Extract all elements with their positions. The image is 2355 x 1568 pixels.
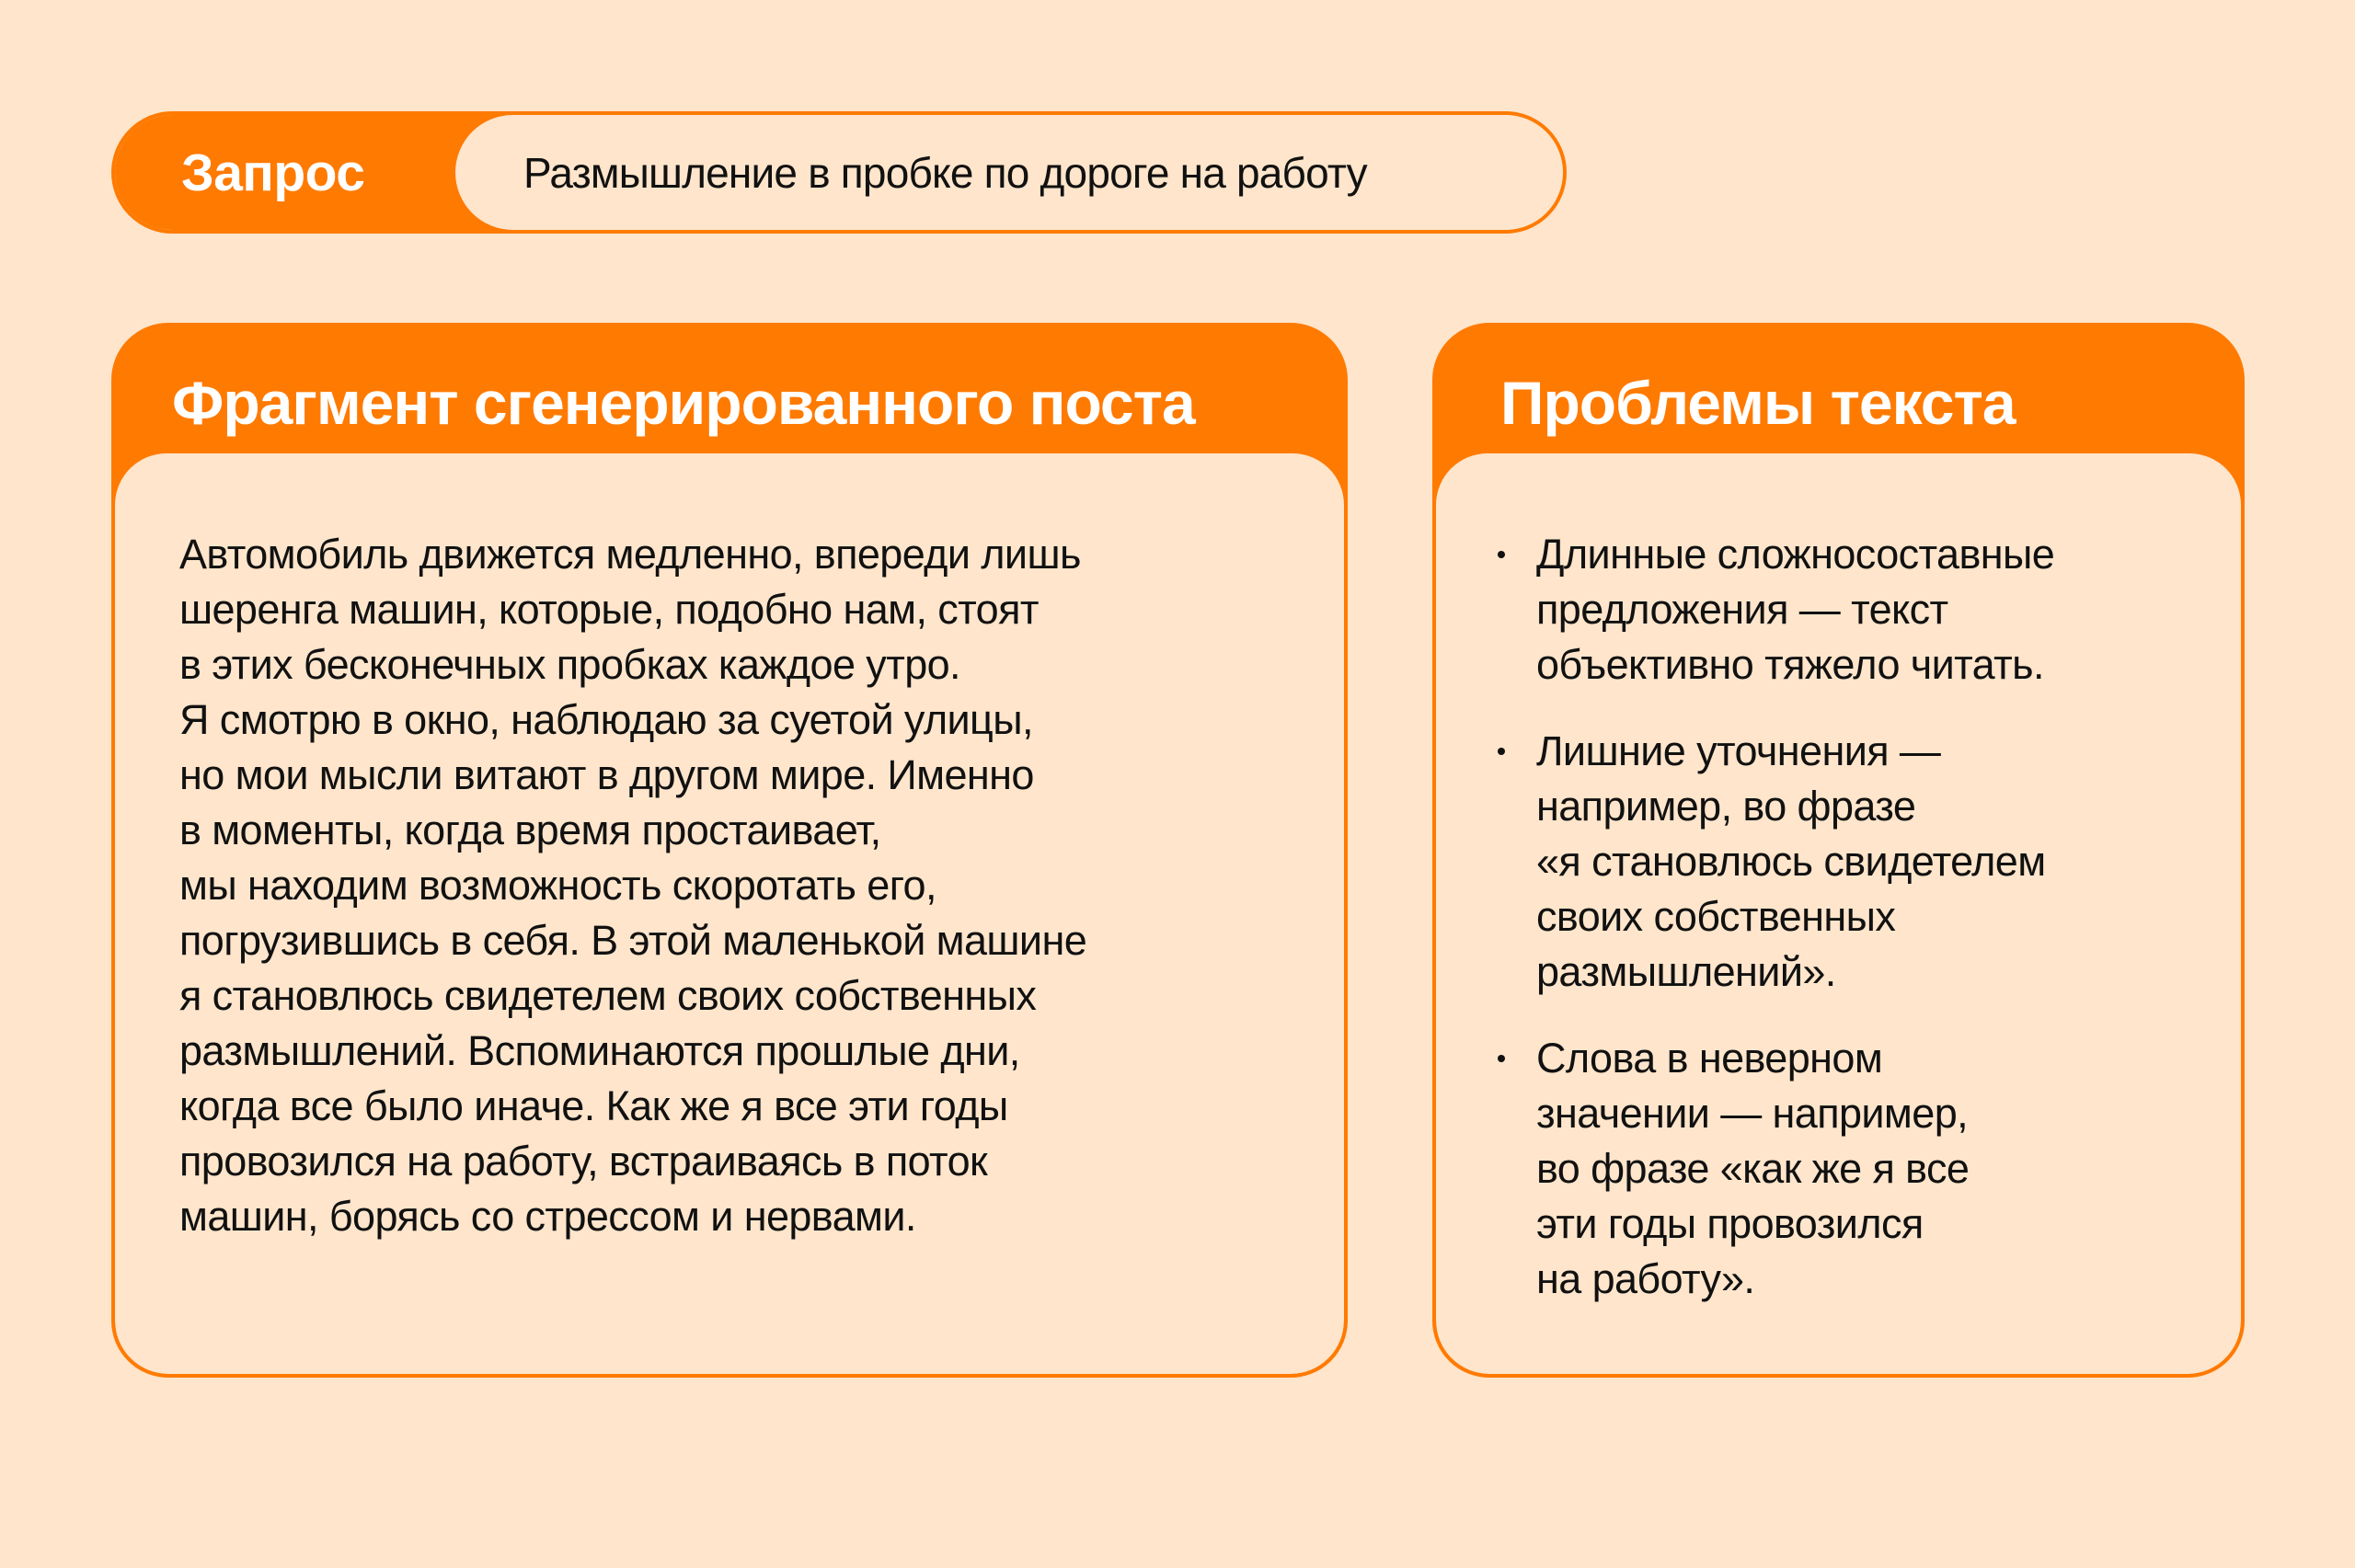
issue-line: «я становлюсь свидетелем	[1536, 838, 2046, 885]
bullet-dot-icon	[1498, 1055, 1505, 1062]
post-line: когда все было иначе. Как же я все эти годы	[179, 1082, 1008, 1129]
issue-line: предложения — текст	[1536, 586, 1948, 633]
post-line: но мои мысли витают в другом мире. Именно	[179, 751, 1034, 798]
issues-list	[1436, 527, 2054, 1338]
text-issues-title: Проблемы текста	[1500, 369, 2016, 437]
issue-line: своих собственных	[1536, 893, 1896, 940]
post-line: я становлюсь свидетелем своих собственных	[179, 972, 1037, 1019]
post-fragment-text	[179, 527, 1086, 1244]
text-issues-body	[1436, 453, 2241, 1374]
post-line: Автомобиль движется медленно, впереди лишь	[179, 531, 1081, 578]
issue-line: например, во фразе	[1536, 783, 1916, 830]
post-fragment-title: Фрагмент сгенерированного поста	[172, 369, 1195, 437]
issue-line: Слова в неверном	[1536, 1035, 1883, 1082]
issue-item-long-sentences	[1436, 527, 2054, 692]
issue-line: эти годы провозился	[1536, 1200, 1924, 1247]
post-line: машин, борясь со стрессом и нервами.	[179, 1193, 916, 1240]
issue-line: размышлений».	[1536, 948, 1836, 995]
post-fragment-body	[115, 453, 1344, 1374]
issue-line: значении — например,	[1536, 1090, 1969, 1137]
issue-line: объективно тяжело читать.	[1536, 641, 2044, 688]
post-line: шеренга машин, которые, подобно нам, стоят	[179, 586, 1039, 633]
issue-line: во фразе «как же я все	[1536, 1145, 1970, 1192]
post-line: в моменты, когда время простаивает,	[179, 807, 881, 853]
text-issues-card	[1432, 323, 2245, 1378]
post-line: размышлений. Вспоминаются прошлые дни,	[179, 1027, 1020, 1074]
query-value: Размышление в пробке по дороге на работу	[523, 149, 1367, 197]
query-pill	[111, 111, 1567, 234]
post-fragment-card	[111, 323, 1348, 1378]
post-line: Я смотрю в окно, наблюдаю за суетой улицы,	[179, 696, 1033, 743]
post-line: провозился на работу, встраиваясь в поток	[179, 1138, 988, 1185]
post-line: погрузившись в себя. В этой маленькой машине	[179, 917, 1087, 964]
post-line: в этих бесконечных пробках каждое утро.	[179, 641, 960, 688]
post-line: мы находим возможность скоротать его,	[179, 862, 936, 909]
bullet-dot-icon	[1498, 551, 1505, 558]
bullet-dot-icon	[1498, 748, 1505, 755]
issue-line: на работу».	[1536, 1255, 1755, 1302]
issue-item-redundant-details	[1436, 724, 2054, 1000]
issue-line: Лишние уточнения —	[1536, 727, 1941, 774]
query-value-box	[455, 115, 1563, 230]
issue-item-wrong-word-meaning	[1436, 1031, 2054, 1307]
issue-line: Длинные сложносоставные	[1536, 531, 2055, 578]
query-label: Запрос	[181, 143, 365, 202]
